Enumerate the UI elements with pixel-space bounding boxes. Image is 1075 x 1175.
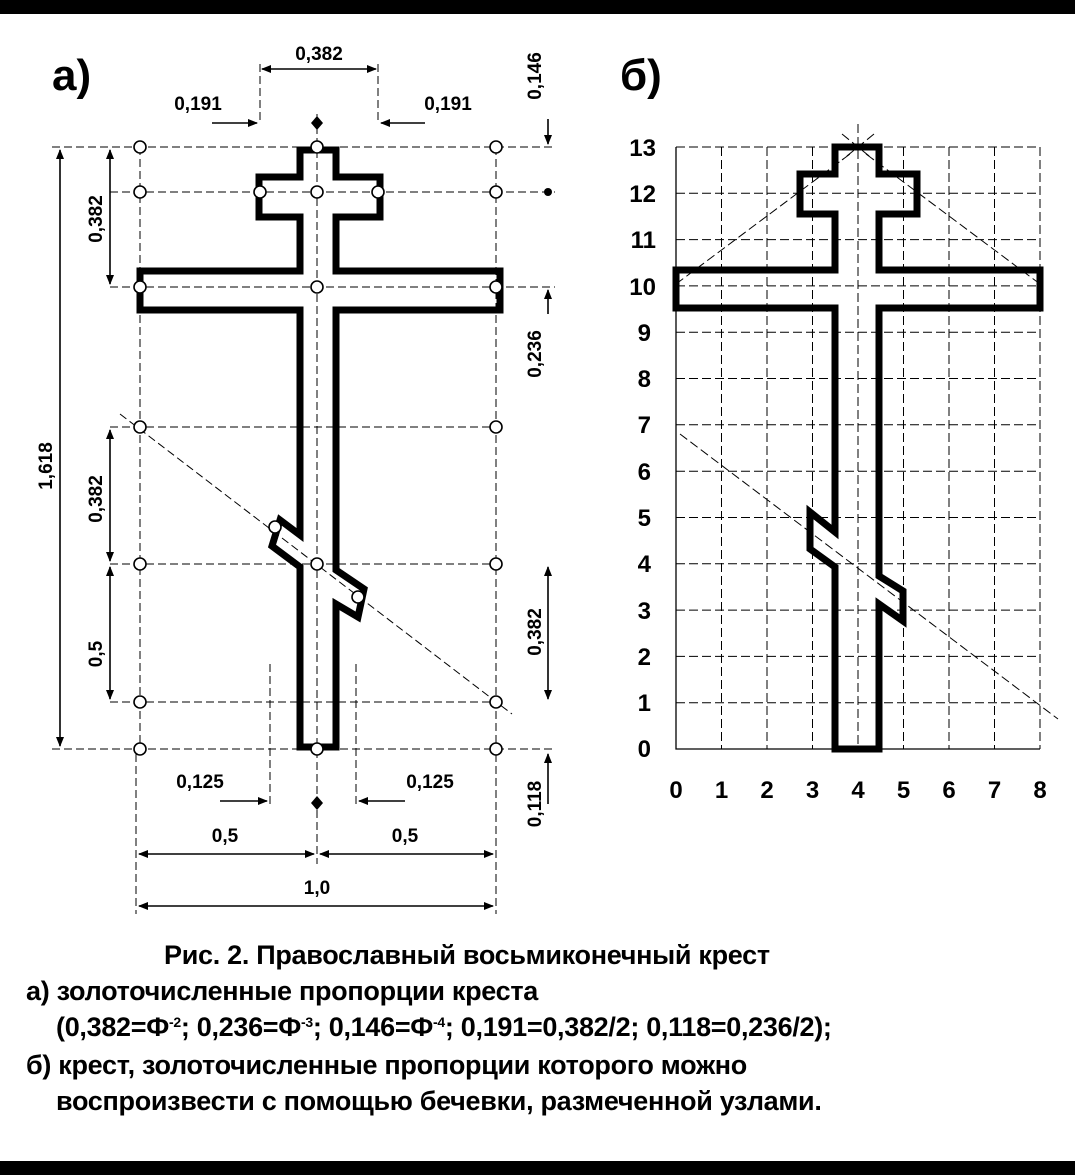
caption-part-a: а) золоточисленные пропорции креста: [26, 976, 538, 1006]
dim-right-low: 0,382: [525, 608, 546, 656]
panel-b-label: б): [620, 51, 662, 100]
dim-top-right: 0,191: [424, 94, 472, 115]
panel-a-cross: [140, 150, 500, 747]
panel-a-label: а): [52, 51, 92, 100]
dim-bottom-right-height: 0,118: [525, 780, 546, 828]
y-tick: 1: [637, 690, 651, 717]
panel-a-dimensions: [60, 69, 548, 906]
x-tick: 4: [851, 777, 865, 804]
dim-top-left: 0,191: [174, 94, 222, 115]
x-tick: 1: [714, 777, 729, 804]
y-tick: 0: [637, 736, 651, 763]
y-tick: 2: [637, 644, 651, 671]
dim-half-right: 0,5: [391, 826, 419, 847]
caption-part-b-continued: воспроизвести с помощью бечевки, размеченной узлами.: [56, 1086, 822, 1116]
y-tick: 13: [629, 135, 656, 162]
dim-bottom-right-width: 0,125: [406, 772, 454, 793]
figure-page: [0, 14, 1075, 1161]
panel-a: [36, 44, 555, 914]
y-tick: 4: [637, 551, 651, 578]
dim-top-width: 0,382: [295, 44, 343, 65]
dim-left-mid: 0,382: [86, 475, 107, 523]
dim-bottom-left-width: 0,125: [176, 772, 224, 793]
caption-formula: ($0,382=Ф^{-2}$; $0,236=Ф^{-3}$; $0,146=Ф^{-4}$; 0,191=0,382/2; 0,118=0,236/2);: [56, 1012, 832, 1042]
x-tick: 5: [896, 777, 911, 804]
x-tick: 8: [1033, 777, 1047, 804]
x-tick: 6: [942, 777, 956, 804]
caption-part-b: б) крест, золоточисленные пропорции которого можно: [26, 1050, 748, 1080]
y-tick: 8: [637, 366, 651, 393]
panel-b-x-axis: [669, 777, 1046, 804]
dim-top-height: 0,146: [525, 52, 546, 100]
y-tick: 5: [637, 505, 651, 532]
y-tick: 7: [637, 412, 651, 439]
y-tick: 6: [637, 459, 651, 486]
y-tick: 3: [637, 598, 651, 625]
y-tick: 12: [629, 181, 656, 208]
dim-left-upper: 0,382: [86, 195, 107, 243]
y-tick: 9: [637, 320, 651, 347]
y-tick: 11: [630, 227, 656, 254]
x-tick: 2: [760, 777, 774, 804]
dim-left-low: 0,5: [86, 640, 107, 668]
dim-total-width: 1,0: [303, 878, 331, 899]
panel-b-y-axis: [629, 135, 656, 763]
y-tick: 10: [629, 274, 656, 301]
x-tick: 7: [987, 777, 1002, 804]
dim-half-left: 0,5: [211, 826, 239, 847]
caption-title: Рис. 2. Православный восьмиконечный крест: [164, 940, 770, 970]
panel-a-nodes: [134, 141, 502, 755]
x-tick: 3: [805, 777, 820, 804]
dim-right-mid: 0,236: [525, 330, 546, 378]
panel-b-gridlines: [676, 124, 1058, 749]
x-tick: 0: [669, 777, 683, 804]
dim-total-height: 1,618: [36, 442, 57, 490]
panel-b: [620, 51, 1058, 804]
